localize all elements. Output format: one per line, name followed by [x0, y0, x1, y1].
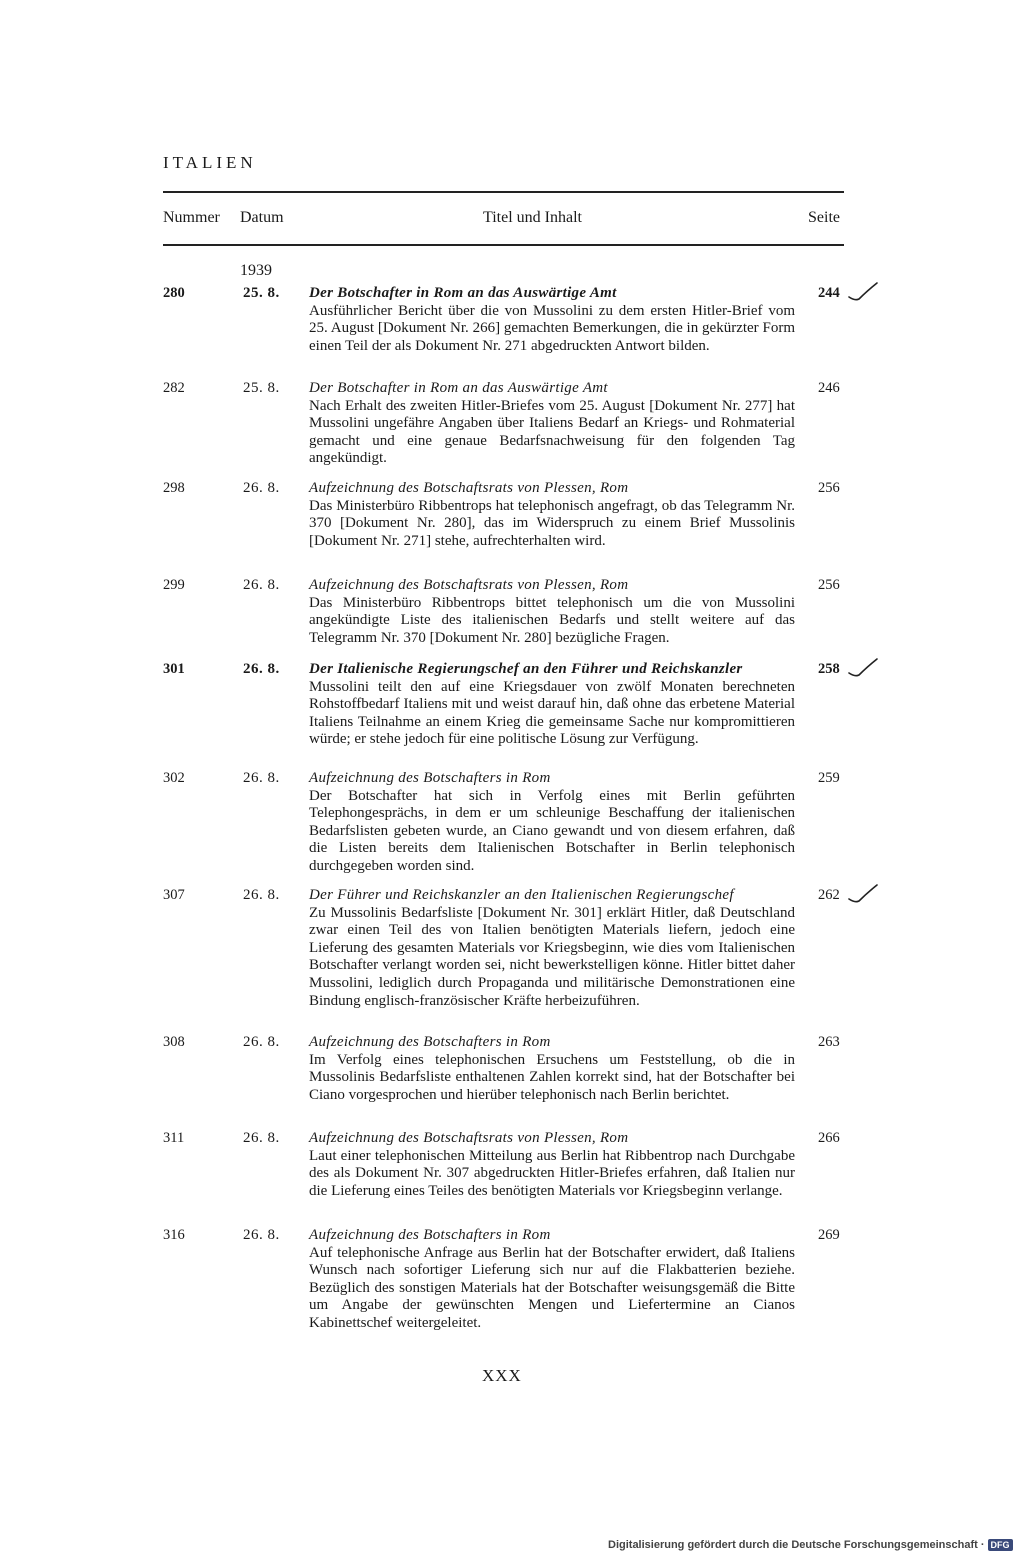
- entry-page: 258: [818, 661, 840, 677]
- entry-summary: Ausführlicher Bericht über die von Mussolini zu dem ersten Hitler-Brief vom 25. August [Dokument Nr. 266] gemachten Bemerkungen, die in gekürzter Form einen Teil der als Dokument Nr. 271 abgedruckten Antwort bilden.: [309, 302, 795, 354]
- entry-number: 316: [163, 1227, 185, 1243]
- column-header-seite: Seite: [808, 209, 840, 226]
- footer-text: Digitalisierung gefördert durch die Deutsche Forschungsgemeinschaft ·: [608, 1539, 985, 1551]
- footer-credit: [608, 1539, 1013, 1551]
- entry-title: Aufzeichnung des Botschafters in Rom: [309, 770, 551, 786]
- entry-page: 259: [818, 770, 840, 786]
- entry-title: Aufzeichnung des Botschaftsrats von Plessen, Rom: [309, 1130, 629, 1146]
- entry-text: [309, 1034, 795, 1104]
- entry-date: 26. 8.: [243, 887, 280, 903]
- entry-summary: Auf telephonische Anfrage aus Berlin hat der Botschafter erwidert, daß Italiens Wunsch nach sofortiger Lieferung sich nur auf die Flakbatterien beziehe. Bezüglich des sonstigen Materials hat der Botschafter weisungsgemäß die Bitte um Angabe der gewünschten Mengen und Liefertermine an Cianos Kabinettschef weitergeleitet.: [309, 1244, 795, 1331]
- entry-date: 26. 8.: [243, 577, 280, 593]
- entry-text: [309, 380, 795, 468]
- section-title: ITALIEN: [163, 153, 257, 172]
- entry-number: 280: [163, 285, 185, 301]
- entry-number: 311: [163, 1130, 185, 1146]
- header-rule: [163, 244, 844, 246]
- entry-summary: Im Verfolg eines telephonischen Ersuchens um Feststellung, ob die in Mussolinis Bedarfsliste enthaltenen Zahlen korrekt sind, hat der Botschafter bei Ciano vorgesprochen und hierüber telephonisch nach Berlin berichtet.: [309, 1051, 795, 1103]
- entry-summary: Zu Mussolinis Bedarfsliste [Dokument Nr. 301] erklärt Hitler, daß Deutschland zwar einen Teil des von Italien benötigten Materials liefern, jedoch eine Lieferung des gesamten Materials vor Kriegsbeginn, wie dies vom Italienischen Botschafter verlangt worden sei, nicht bewerkstelligen könne. Hitler bittet daher Mussolini, lediglich durch Propaganda und militärische Demonstrationen eine Bindung englisch-französischer Kräfte herbeizuführen.: [309, 904, 795, 1009]
- entry-page: 246: [818, 380, 840, 396]
- entry-number: 307: [163, 887, 185, 903]
- entry-title: Aufzeichnung des Botschafters in Rom: [309, 1227, 551, 1243]
- column-header-titel: Titel und Inhalt: [483, 209, 582, 226]
- checkmark-icon: [845, 281, 885, 305]
- entry-page: 266: [818, 1130, 840, 1146]
- entry-title: Der Botschafter in Rom an das Auswärtige Amt: [309, 285, 617, 301]
- entry-text: [309, 285, 795, 355]
- entry-date: 26. 8.: [243, 661, 280, 677]
- entry-title: Der Botschafter in Rom an das Auswärtige Amt: [309, 380, 608, 396]
- dfg-logo: DFG: [988, 1539, 1013, 1551]
- entry-number: 299: [163, 577, 185, 593]
- entry-page: 244: [818, 285, 840, 301]
- entry-text: [309, 887, 795, 1010]
- entry-title: Aufzeichnung des Botschafters in Rom: [309, 1034, 551, 1050]
- entry-summary: Der Botschafter hat sich in Verfolg eines mit Berlin geführten Telephongesprächs, in dem er um schleunige Beschaffung der italienischen Bedarfslisten gebeten wurde, an Ciano gewandt und von diesem erfahren, daß die Listen bereits dem Italienischen Botschafter in Berlin telephonisch durchgegeben worden sind.: [309, 787, 795, 874]
- entry-page: 256: [818, 480, 840, 496]
- year-label: 1939: [240, 262, 272, 279]
- entry-text: [309, 577, 795, 647]
- entry-summary: Das Ministerbüro Ribbentrops bittet telephonisch um die von Mussolini angekündigte Liste des italienischen Bedarfs und stellt weitere auf das Telegramm Nr. 370 [Dokument Nr. 280] bezügliche Fragen.: [309, 594, 795, 646]
- column-header-nummer: Nummer: [163, 209, 220, 226]
- entry-page: 262: [818, 887, 840, 903]
- entry-summary: Das Ministerbüro Ribbentrops hat telephonisch angefragt, ob das Telegramm Nr. 370 [Dokument Nr. 280], das im Widerspruch zu einem Brief Mussolinis [Dokument Nr. 271] stehe, aufrechterhalten wird.: [309, 497, 795, 549]
- entry-date: 26. 8.: [243, 1130, 280, 1146]
- entry-date: 26. 8.: [243, 1227, 280, 1243]
- entry-text: [309, 1227, 795, 1333]
- page-folio: XXX: [482, 1366, 522, 1385]
- entry-summary: Laut einer telephonischen Mitteilung aus Berlin hat Ribbentrop nach Durchgabe des als Dokument Nr. 307 abgedruckten Hitler-Briefes erfahren, daß Italien nur die Lieferung eines Teiles des benötigten Materials vor Kriegsbeginn verlange.: [309, 1147, 795, 1199]
- entry-summary: Mussolini teilt den auf eine Kriegsdauer von zwölf Monaten berechneten Rohstoffbedarf Italiens mit und weist darauf hin, daß ohne das erbetene Material Italiens Teilnahme an einem Krieg die gemeinsame Sache nur kompromittieren würde; er stehe jedoch für eine politische Lösung zur Verfügung.: [309, 678, 795, 748]
- entry-summary: Nach Erhalt des zweiten Hitler-Briefes vom 25. August [Dokument Nr. 277] hat Mussolini ungefähre Angaben über Italiens Bedarf an Kriegs- und Rohmaterial gemacht und eine genaue Bedarfsnachweisung für den folgenden Tag angekündigt.: [309, 397, 795, 467]
- entry-date: 26. 8.: [243, 770, 280, 786]
- entry-text: [309, 770, 795, 876]
- entry-date: 25. 8.: [243, 380, 280, 396]
- entry-number: 308: [163, 1034, 185, 1050]
- entry-text: [309, 1130, 795, 1200]
- entry-title: Der Italienische Regierungschef an den Führer und Reichskanzler: [309, 661, 743, 677]
- entry-number: 298: [163, 480, 185, 496]
- entry-title: Aufzeichnung des Botschaftsrats von Plessen, Rom: [309, 577, 629, 593]
- entry-date: 25. 8.: [243, 285, 280, 301]
- entry-number: 301: [163, 661, 185, 677]
- checkmark-icon: [845, 657, 885, 681]
- entry-text: [309, 661, 795, 749]
- entry-text: [309, 480, 795, 550]
- entry-page: 263: [818, 1034, 840, 1050]
- entry-page: 269: [818, 1227, 840, 1243]
- entry-number: 282: [163, 380, 185, 396]
- entry-date: 26. 8.: [243, 1034, 280, 1050]
- entry-title: Der Führer und Reichskanzler an den Italienischen Regierungschef: [309, 887, 734, 903]
- column-header-datum: Datum: [240, 209, 284, 226]
- entry-title: Aufzeichnung des Botschaftsrats von Plessen, Rom: [309, 480, 629, 496]
- entry-number: 302: [163, 770, 185, 786]
- entry-page: 256: [818, 577, 840, 593]
- checkmark-icon: [845, 883, 885, 907]
- entry-date: 26. 8.: [243, 480, 280, 496]
- top-rule: [163, 191, 844, 193]
